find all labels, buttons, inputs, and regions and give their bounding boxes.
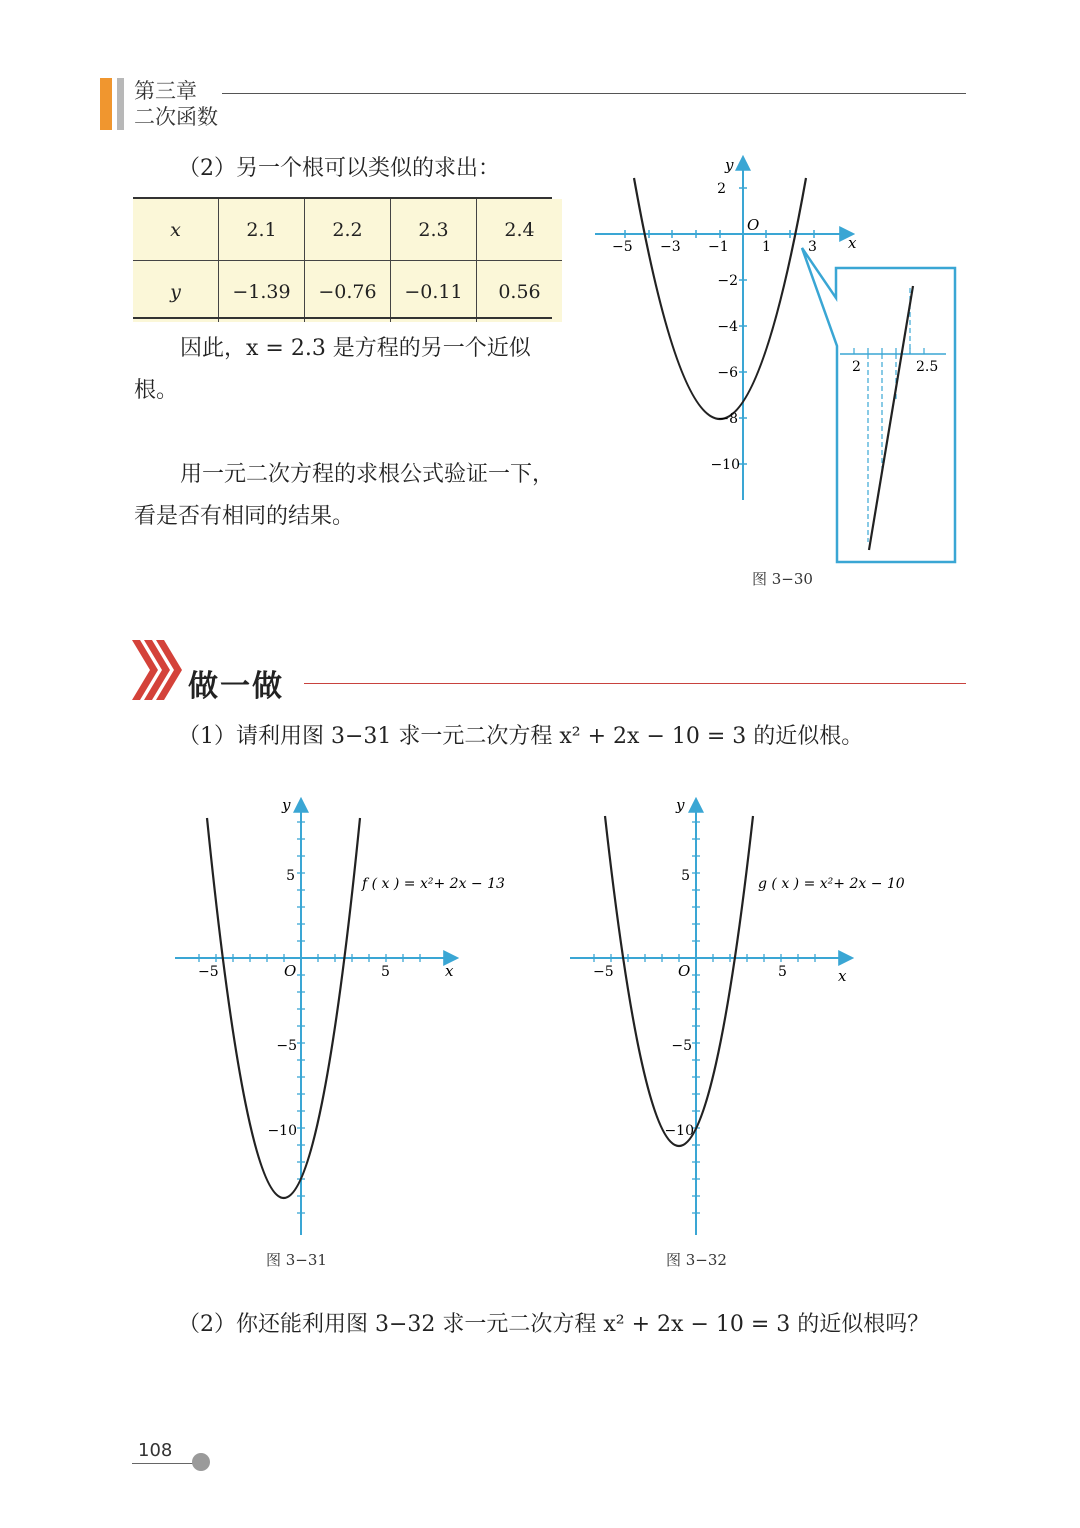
- y-axis-label: y: [725, 156, 734, 174]
- conclusion-text: 因此，x = 2.3 是方程的另一个近似根。: [134, 336, 531, 403]
- x-tick-label: −3: [660, 239, 681, 255]
- y-tick-label: −6: [717, 365, 738, 381]
- question-1: （1）请利用图 3−31 求一元二次方程 x² + 2x − 10 = 3 的近似根。: [178, 724, 864, 749]
- chapter-heading: [134, 78, 218, 130]
- x-tick-label: 1: [762, 239, 771, 255]
- table-cell: 2.4: [477, 199, 563, 261]
- chapter-number: 第三章: [134, 79, 197, 103]
- x-tick-label: −5: [612, 239, 633, 255]
- parabola-curve: [605, 816, 753, 1146]
- table-row-label: x: [133, 199, 219, 261]
- y-tick-label: −10: [710, 457, 740, 473]
- origin-label: O: [284, 962, 297, 980]
- figure-3-30-caption: 图 3−30: [752, 570, 813, 588]
- value-table: [133, 199, 562, 322]
- figure-3-30: [590, 150, 970, 570]
- verify-text: 用一元二次方程的求根公式验证一下，看是否有相同的结果。: [134, 462, 555, 529]
- x-tick-label: −5: [198, 964, 219, 980]
- figure-3-31: [170, 790, 550, 1250]
- x-tick-label: −5: [593, 964, 614, 980]
- part2-intro: （2）另一个根可以类似的求出：: [178, 156, 500, 181]
- section-title: 做一做: [188, 669, 284, 704]
- y-tick-label: −5: [276, 1038, 297, 1054]
- parabola-curve: [207, 818, 360, 1198]
- table-bottom-rule: [133, 317, 552, 319]
- x-tick-label: 5: [778, 964, 787, 980]
- header-rule: [222, 93, 966, 94]
- x-tick-label: 5: [381, 964, 390, 980]
- table-cell: −0.11: [391, 261, 477, 323]
- question-2: （2）你还能利用图 3−32 求一元二次方程 x² + 2x − 10 = 3 的近似根吗？: [178, 1312, 930, 1337]
- zoom-inset-frame: [802, 248, 955, 562]
- y-tick-label: −5: [671, 1038, 692, 1054]
- footer-rule: [132, 1463, 194, 1464]
- y-tick-label: −2: [717, 273, 738, 289]
- table-row-label: y: [170, 280, 181, 303]
- footer-dot-icon: [192, 1453, 210, 1471]
- table-row: [133, 199, 562, 261]
- section-chevron-icon: [132, 640, 186, 700]
- y-tick-label: −8: [717, 411, 738, 427]
- figure-3-32: [565, 790, 945, 1250]
- chapter-accent-bar-gray: [117, 78, 124, 130]
- y-axis-label: y: [676, 796, 685, 814]
- inset-tick-label: 2.5: [916, 359, 939, 375]
- table-cell: 2.3: [391, 199, 477, 261]
- page-number: 108: [138, 1440, 173, 1461]
- y-tick-label: 5: [286, 868, 295, 884]
- parabola-curve: [634, 178, 806, 419]
- y-axis-label: y: [282, 796, 291, 814]
- figure-3-31-caption: 图 3−31: [266, 1251, 327, 1269]
- figure-3-32-caption: 图 3−32: [666, 1251, 727, 1269]
- y-tick-label: 5: [681, 868, 690, 884]
- y-tick-label: 2: [717, 181, 726, 197]
- x-axis-label: x: [848, 234, 857, 252]
- x-axis-label: x: [445, 962, 454, 980]
- table-cell: −0.76: [305, 261, 391, 323]
- table-cell: 0.56: [477, 261, 563, 323]
- y-tick-label: −10: [664, 1123, 694, 1139]
- x-axis-label: x: [838, 967, 847, 985]
- x-tick-label: −1: [708, 239, 729, 255]
- table-row: [133, 261, 562, 323]
- y-tick-label: −10: [267, 1123, 297, 1139]
- y-tick-label: −4: [717, 319, 738, 335]
- table-cell: 2.1: [219, 199, 305, 261]
- table-cell: 2.2: [305, 199, 391, 261]
- section-rule: [304, 683, 966, 684]
- x-tick-label: 3: [808, 239, 817, 255]
- chapter-accent-bar: [100, 78, 112, 130]
- chapter-title: 二次函数: [134, 105, 218, 129]
- inset-tick-label: 2: [852, 359, 861, 375]
- function-label: f ( x ) = x²+ 2x − 13: [362, 876, 505, 892]
- origin-label: O: [678, 962, 691, 980]
- function-label: g ( x ) = x²+ 2x − 10: [758, 876, 905, 892]
- origin-label: O: [747, 216, 760, 234]
- table-cell: −1.39: [219, 261, 305, 323]
